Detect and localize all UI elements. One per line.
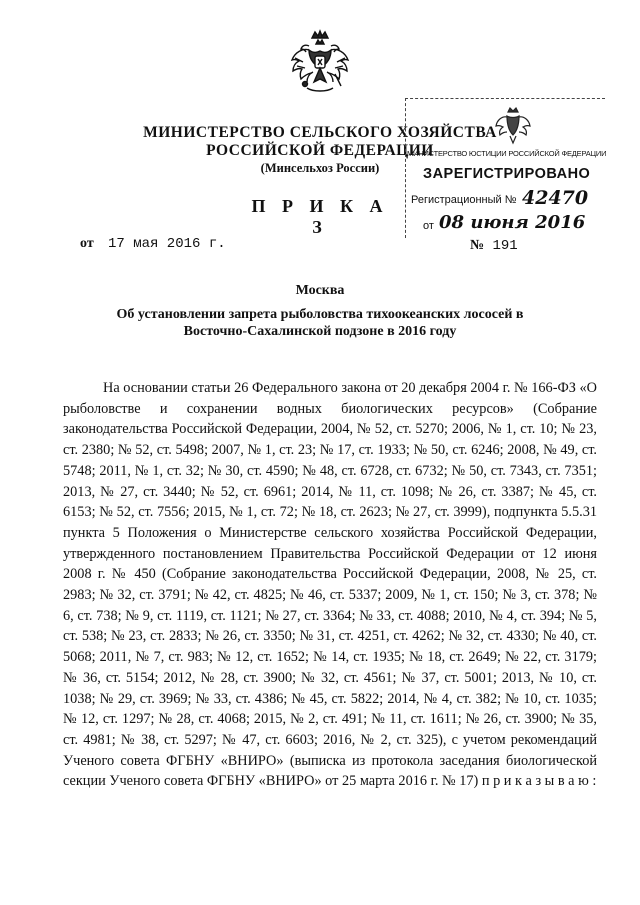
body-paragraph: На основании статьи 26 Федерального закона от 20 декабря 2004 г. № 166-ФЗ «О рыболовстве и сохранении водных биологических ресурсов» (Собрание законодательства Российской Федерации, 2004, № 52, ст. 5270; 2006, № 1, ст. 10; № 23, ст. 2380; № 52, ст. 5498; 2007, № 1, ст. 23; № 17, ст. 1933; № 50, ст. 6246; 2008, № 49, ст. 5748; 2011, № 1, ст. 32; № 30, ст. 4590; № 48, ст. 6728, ст. 6732; № 50, ст. 7343, ст. 7351; 2013, № 27, ст. 3440; № 52, ст. 6961; 2014, № 11, ст. 1098; № 26, ст. 3387; № 45, ст. 6153; № 52, ст. 7556; 2015, № 1, ст. 72; № 18, ст. 2623; № 27, ст. 3999), подпункта 5.5.31 пункта 5 Положения о Министерстве сельского хозяйства Российской Федерации, утвержденного постановлением Правительства Российской Федерации от 12 июня 2008 г. № 450 (Собрание законодательства Российской Федерации, 2008, № 25, ст. 2983; № 32, ст. 3791; № 42, ст. 4825; № 46, ст. 5337; 2009, № 1, ст. 150; № 3, ст. 378; № 6, ст. 738; № 9, ст. 1119, ст. 1121; № 27, ст. 3364; № 33, ст. 4088; 2010, № 4, ст. 394; № 5, ст. 538; № 23, ст. 2833; № 26, ст. 3350; № 31, ст. 4251, ст. 4262; № 32, ст. 4330; № 40, ст. 5068; 2011, № 7, ст. 983; № 12, ст. 1652; № 14, ст. 1935; № 18, ст. 2649; № 22, ст. 3179; № 36, ст. 5154; 2012, № 28, ст. 3900; № 32, ст. 4561; № 37, ст. 5001; 2013, № 10, ст. 1038; № 29, ст. 3969; № 33, ст. 4386; № 45, ст. 5822; 2014, № 4, ст. 382; № 10, ст. 1035; № 12, ст. 1297; № 28, ст. 4068; 2015, № 2, ст. 491; № 11, ст. 1611; № 26, ст. 3900; № 35, ст. 4981; № 38, ст. 5297; № 47, ст. 6603; 2016, № 2, ст. 325), с учетом рекомендаций Ученого совета ФГБНУ «ВНИРО» (выписка из протокола заседания биологической секции Ученого совета ФГБНУ «ВНИРО» от 25 марта 2016 г. № 17) п р и к а з ы в а ю : xyxy=(63,380,597,790)
document-type: П Р И К А З xyxy=(251,196,389,237)
registration-stamp xyxy=(405,98,605,238)
stamp-eagle-icon xyxy=(493,106,533,146)
stamp-reg-number: 42470 xyxy=(522,187,589,209)
ministry-name: МИНИСТЕРСТВО СЕЛЬСКОГО ХОЗЯЙСТВА РОССИЙСКОЙ ФЕДЕРАЦИИ xyxy=(143,124,497,159)
city: Москва xyxy=(295,283,345,298)
number-symbol: № xyxy=(470,238,485,253)
order-date: 17 мая 2016 г. xyxy=(108,236,226,252)
order-number-value: 191 xyxy=(492,238,518,254)
coat-of-arms-icon xyxy=(285,28,355,100)
stamp-frame-left xyxy=(405,98,406,238)
ministry-short-name: (Минсельхоз России) xyxy=(260,161,380,175)
stamp-date-value: 08 июня 2016 xyxy=(439,212,586,233)
document-body xyxy=(63,378,597,792)
stamp-frame-top xyxy=(405,98,605,99)
stamp-reg-label: Регистрационный № xyxy=(411,194,517,206)
stamp-ministry: МИНИСТЕРСТВО ЮСТИЦИИ РОССИЙСКОЙ ФЕДЕРАЦИИ xyxy=(407,149,607,158)
stamp-registered: ЗАРЕГИСТРИРОВАНО xyxy=(423,166,591,182)
document-title: Об установлении запрета рыболовства тихоокеанских лососей в Восточно-Сахалинской подзоне в 2016 году xyxy=(116,307,524,339)
date-prefix: от xyxy=(80,236,94,251)
order-number xyxy=(470,238,518,254)
stamp-date-label: от xyxy=(423,220,434,232)
